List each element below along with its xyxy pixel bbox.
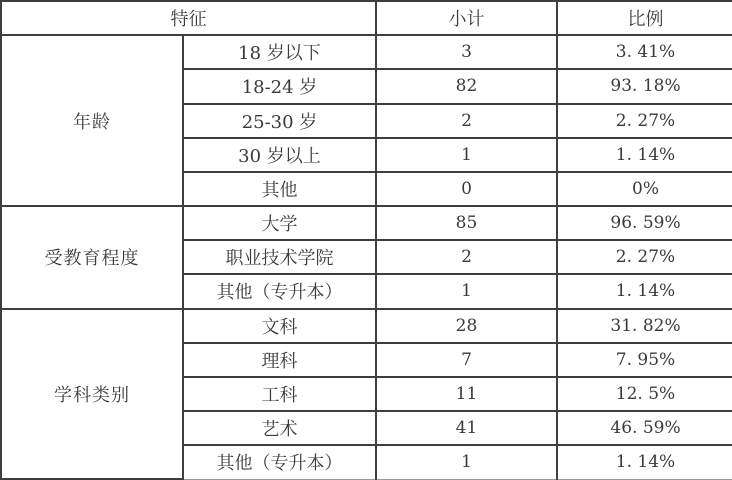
count-cell: 1 — [376, 274, 557, 308]
count-cell: 2 — [376, 104, 557, 138]
ratio-cell: 2. 27% — [557, 240, 732, 274]
category-cell: 其他（专升本） — [183, 445, 376, 479]
group-label-discipline: 学科类别 — [1, 309, 183, 479]
category-cell: 工科 — [183, 377, 376, 411]
category-cell: 25-30 岁 — [183, 104, 376, 138]
header-proportion: 比例 — [557, 1, 732, 35]
header-subtotal: 小计 — [376, 1, 557, 35]
count-cell: 82 — [376, 69, 557, 103]
category-cell: 18-24 岁 — [183, 69, 376, 103]
ratio-cell: 3. 41% — [557, 35, 732, 69]
ratio-cell: 1. 14% — [557, 445, 732, 479]
ratio-cell: 93. 18% — [557, 69, 732, 103]
count-cell: 1 — [376, 445, 557, 479]
count-cell: 1 — [376, 138, 557, 172]
category-cell: 理科 — [183, 343, 376, 377]
category-cell: 18 岁以下 — [183, 35, 376, 69]
category-cell: 其他 — [183, 172, 376, 206]
count-cell: 3 — [376, 35, 557, 69]
table-row — [1, 35, 732, 69]
count-cell: 41 — [376, 411, 557, 445]
category-cell: 大学 — [183, 206, 376, 240]
count-cell: 85 — [376, 206, 557, 240]
ratio-cell: 2. 27% — [557, 104, 732, 138]
ratio-cell: 31. 82% — [557, 309, 732, 343]
ratio-cell: 46. 59% — [557, 411, 732, 445]
ratio-cell: 0% — [557, 172, 732, 206]
category-cell: 职业技术学院 — [183, 240, 376, 274]
ratio-cell: 96. 59% — [557, 206, 732, 240]
group-label-age: 年龄 — [1, 35, 183, 206]
ratio-cell: 1. 14% — [557, 274, 732, 308]
category-cell: 艺术 — [183, 411, 376, 445]
category-cell: 文科 — [183, 309, 376, 343]
ratio-cell: 1. 14% — [557, 138, 732, 172]
table-row — [1, 309, 732, 343]
count-cell: 28 — [376, 309, 557, 343]
count-cell: 7 — [376, 343, 557, 377]
count-cell: 2 — [376, 240, 557, 274]
count-cell: 0 — [376, 172, 557, 206]
group-label-education: 受教育程度 — [1, 206, 183, 309]
category-cell: 30 岁以上 — [183, 138, 376, 172]
table-header-row — [1, 1, 732, 35]
ratio-cell: 7. 95% — [557, 343, 732, 377]
ratio-cell: 12. 5% — [557, 377, 732, 411]
header-feature: 特征 — [1, 1, 376, 35]
count-cell: 11 — [376, 377, 557, 411]
table-row — [1, 206, 732, 240]
category-cell: 其他（专升本） — [183, 274, 376, 308]
